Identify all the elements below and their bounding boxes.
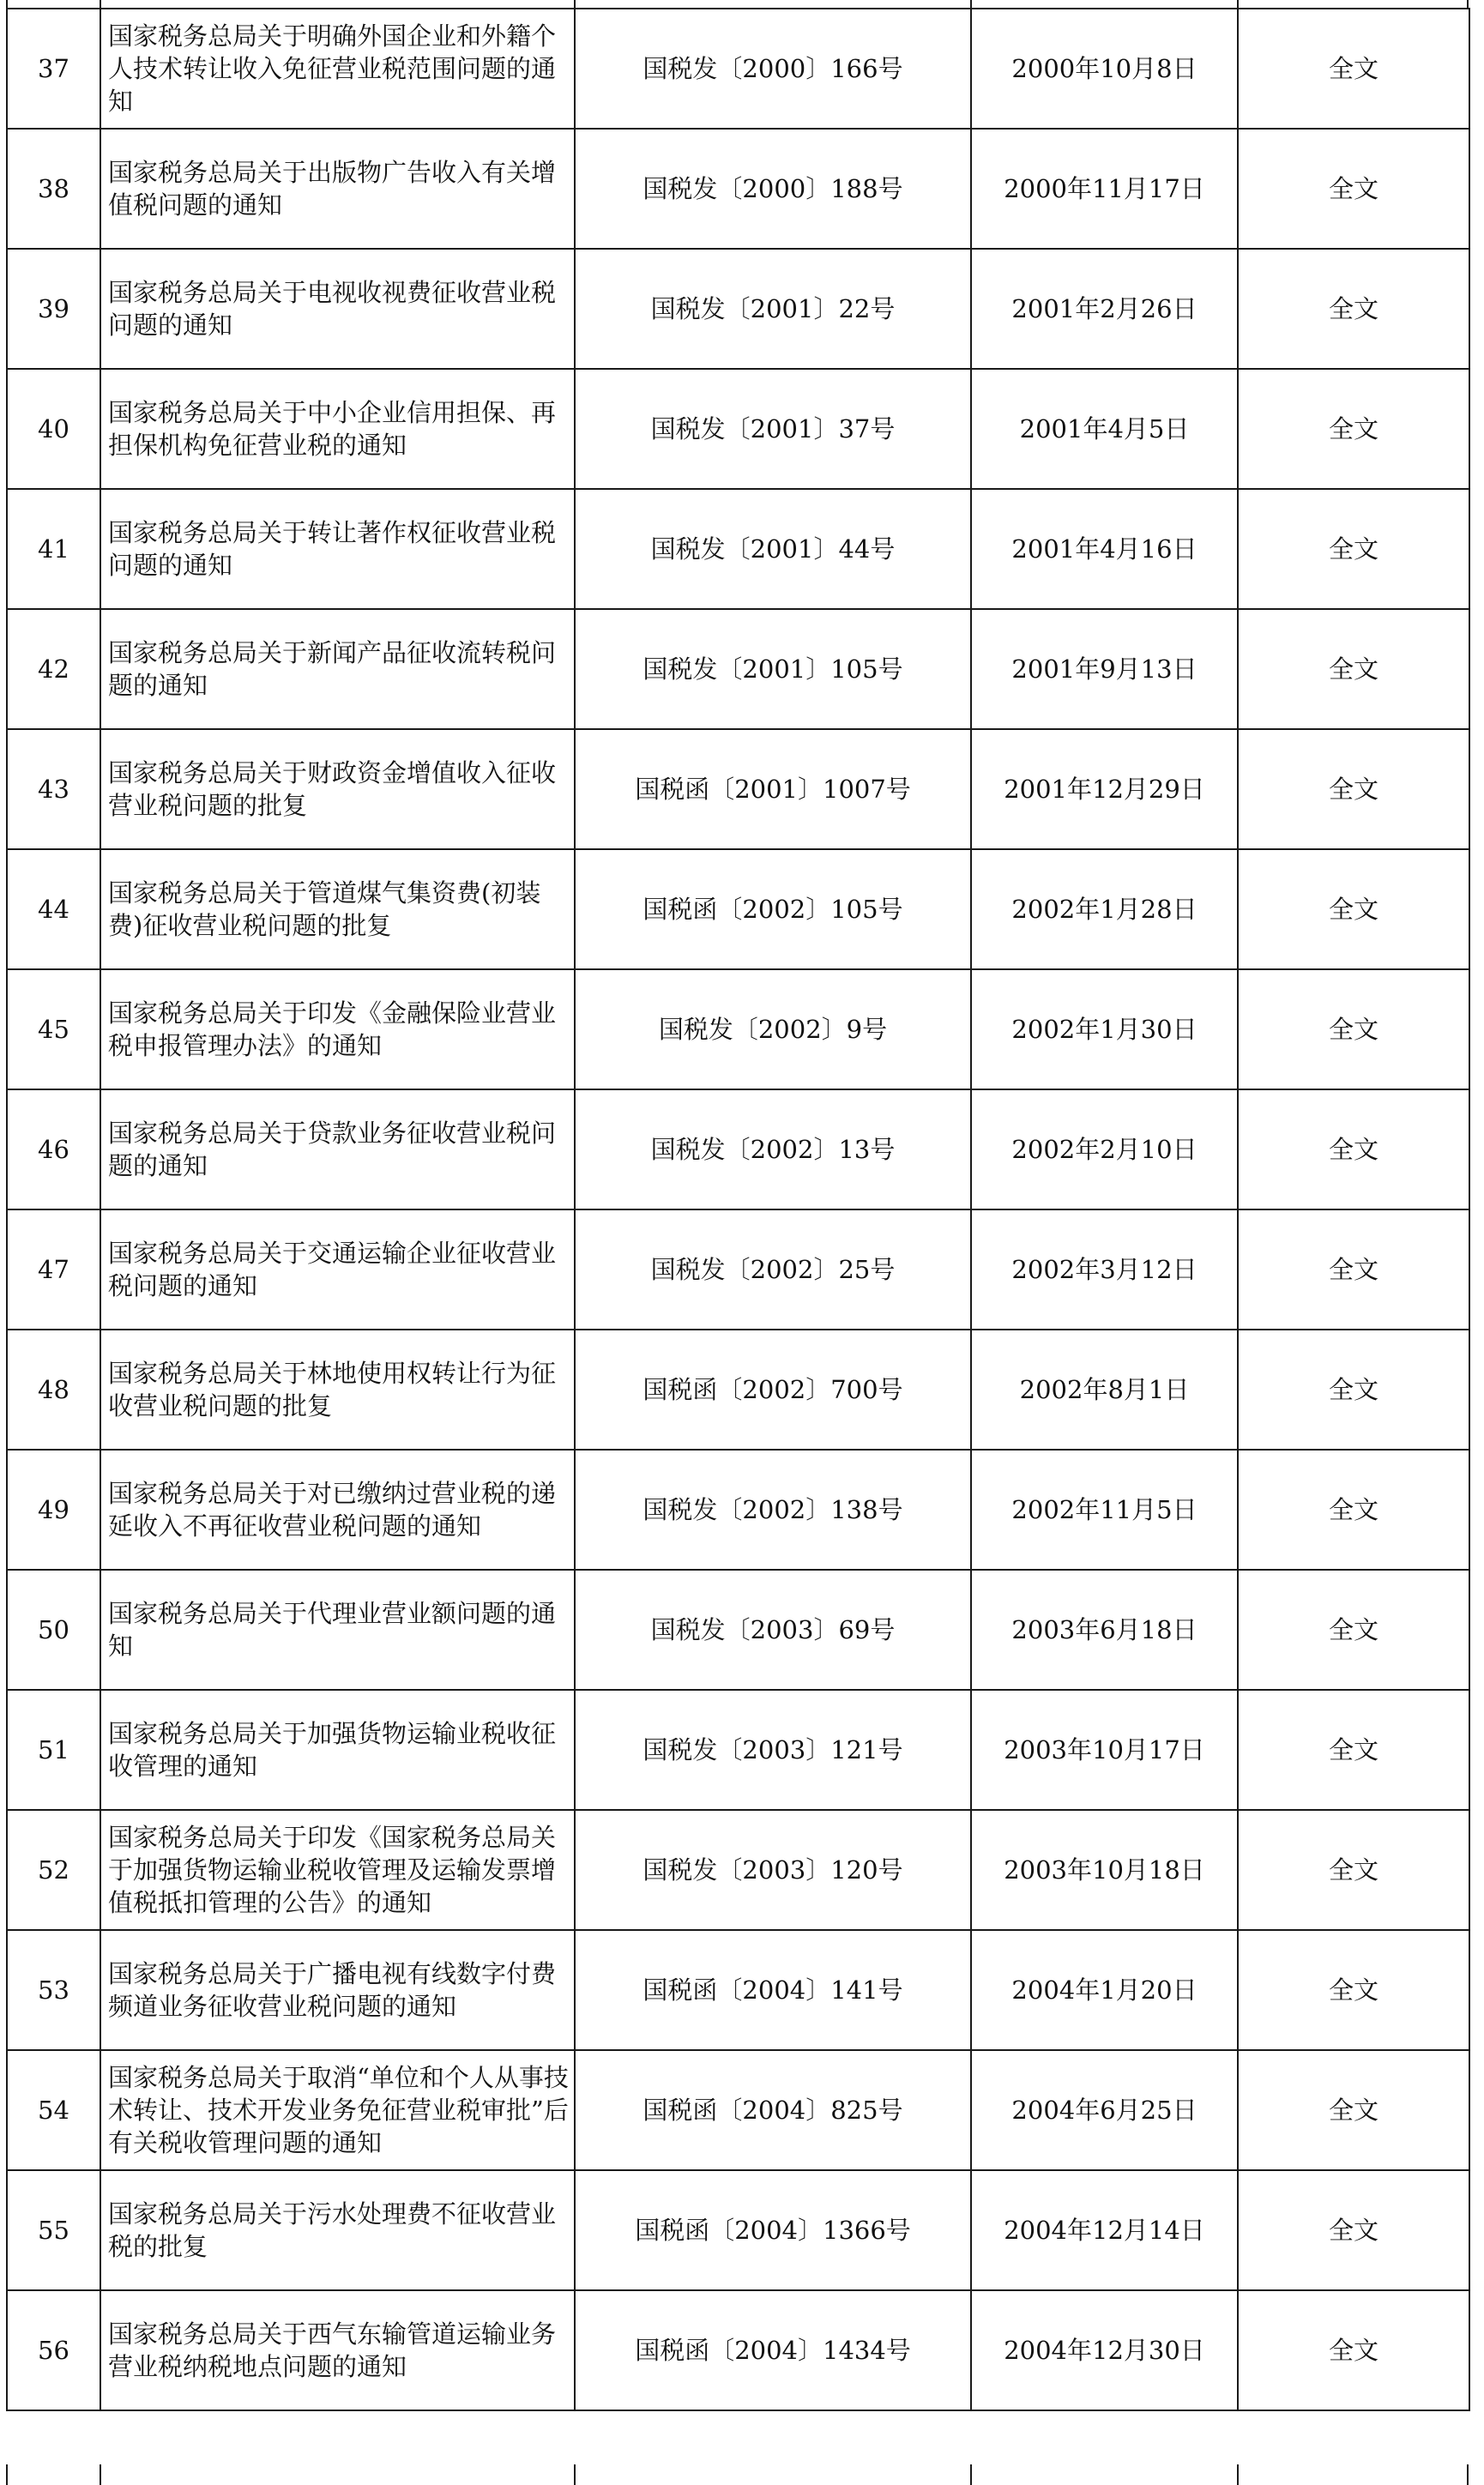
- issue-date: 2002年8月1日: [971, 1330, 1238, 1450]
- document-number: 国税发〔2003〕121号: [575, 1690, 971, 1810]
- full-text-link[interactable]: 全文: [1238, 2290, 1469, 2410]
- full-text-link[interactable]: 全文: [1238, 1330, 1469, 1450]
- table-row: [7, 369, 1469, 489]
- full-text-link[interactable]: 全文: [1238, 249, 1469, 369]
- document-title: 国家税务总局关于中小企业信用担保、再担保机构免征营业税的通知: [100, 369, 575, 489]
- document-number: 国税发〔2002〕13号: [575, 1089, 971, 1209]
- document-title: 国家税务总局关于出版物广告收入有关增值税问题的通知: [100, 129, 575, 249]
- full-text-link[interactable]: 全文: [1238, 1209, 1469, 1330]
- full-text-link[interactable]: 全文: [1238, 609, 1469, 729]
- document-number: 国税发〔2003〕120号: [575, 1810, 971, 1930]
- issue-date: 2004年6月25日: [971, 2050, 1238, 2170]
- document-number: 国税函〔2004〕1434号: [575, 2290, 971, 2410]
- table-row: [7, 729, 1469, 849]
- document-number: 国税函〔2002〕700号: [575, 1330, 971, 1450]
- table-row: [7, 1209, 1469, 1330]
- table-row: [7, 489, 1469, 609]
- row-number: 40: [7, 369, 100, 489]
- row-number: 42: [7, 609, 100, 729]
- document-number: 国税发〔2002〕9号: [575, 969, 971, 1089]
- table-row: [7, 1690, 1469, 1810]
- document-number: 国税发〔2001〕44号: [575, 489, 971, 609]
- full-text-link[interactable]: 全文: [1238, 1450, 1469, 1570]
- document-title: 国家税务总局关于明确外国企业和外籍个人技术转让收入免征营业税范围问题的通知: [100, 9, 575, 129]
- table-row: [7, 2170, 1469, 2290]
- row-number: 41: [7, 489, 100, 609]
- next-row-border: [6, 2464, 1469, 2485]
- document-title: 国家税务总局关于交通运输企业征收营业税问题的通知: [100, 1209, 575, 1330]
- issue-date: 2003年6月18日: [971, 1570, 1238, 1690]
- document-number: 国税函〔2004〕825号: [575, 2050, 971, 2170]
- table-body: [7, 9, 1469, 2410]
- issue-date: 2002年3月12日: [971, 1209, 1238, 1330]
- full-text-link[interactable]: 全文: [1238, 969, 1469, 1089]
- table-row: [7, 9, 1469, 129]
- issue-date: 2002年11月5日: [971, 1450, 1238, 1570]
- document-title: 国家税务总局关于新闻产品征收流转税问题的通知: [100, 609, 575, 729]
- table-row: [7, 1089, 1469, 1209]
- issue-date: 2002年1月30日: [971, 969, 1238, 1089]
- document-number: 国税函〔2004〕141号: [575, 1930, 971, 2050]
- table-row: [7, 1330, 1469, 1450]
- document-title: 国家税务总局关于污水处理费不征收营业税的批复: [100, 2170, 575, 2290]
- full-text-link[interactable]: 全文: [1238, 1089, 1469, 1209]
- document-title: 国家税务总局关于印发《金融保险业营业税申报管理办法》的通知: [100, 969, 575, 1089]
- table-row: [7, 1450, 1469, 1570]
- row-number: 37: [7, 9, 100, 129]
- issue-date: 2003年10月18日: [971, 1810, 1238, 1930]
- document-title: 国家税务总局关于取消“单位和个人从事技术转让、技术开发业务免征营业税审批”后有关税收管理问题的通知: [100, 2050, 575, 2170]
- document-number: 国税发〔2001〕37号: [575, 369, 971, 489]
- document-title: 国家税务总局关于代理业营业额问题的通知: [100, 1570, 575, 1690]
- full-text-link[interactable]: 全文: [1238, 1690, 1469, 1810]
- row-number: 47: [7, 1209, 100, 1330]
- issue-date: 2001年12月29日: [971, 729, 1238, 849]
- table-row: [7, 609, 1469, 729]
- document-number: 国税发〔2003〕69号: [575, 1570, 971, 1690]
- document-title: 国家税务总局关于印发《国家税务总局关于加强货物运输业税收管理及运输发票增值税抵扣管理的公告》的通知: [100, 1810, 575, 1930]
- document-number: 国税发〔2000〕188号: [575, 129, 971, 249]
- table-row: [7, 2050, 1469, 2170]
- document-title: 国家税务总局关于电视收视费征收营业税问题的通知: [100, 249, 575, 369]
- document-title: 国家税务总局关于贷款业务征收营业税问题的通知: [100, 1089, 575, 1209]
- table-row: [7, 1810, 1469, 1930]
- document-title: 国家税务总局关于广播电视有线数字付费频道业务征收营业税问题的通知: [100, 1930, 575, 2050]
- document-number: 国税发〔2001〕22号: [575, 249, 971, 369]
- row-number: 44: [7, 849, 100, 969]
- table-row: [7, 249, 1469, 369]
- full-text-link[interactable]: 全文: [1238, 2050, 1469, 2170]
- full-text-link[interactable]: 全文: [1238, 729, 1469, 849]
- previous-row-border: [6, 0, 1469, 8]
- issue-date: 2000年11月17日: [971, 129, 1238, 249]
- row-number: 54: [7, 2050, 100, 2170]
- regulations-table: [6, 8, 1470, 2411]
- full-text-link[interactable]: 全文: [1238, 9, 1469, 129]
- row-number: 45: [7, 969, 100, 1089]
- document-title: 国家税务总局关于加强货物运输业税收征收管理的通知: [100, 1690, 575, 1810]
- document-number: 国税发〔2001〕105号: [575, 609, 971, 729]
- document-title: 国家税务总局关于林地使用权转让行为征收营业税问题的批复: [100, 1330, 575, 1450]
- document-number: 国税函〔2002〕105号: [575, 849, 971, 969]
- full-text-link[interactable]: 全文: [1238, 369, 1469, 489]
- table-row: [7, 849, 1469, 969]
- table-row: [7, 1570, 1469, 1690]
- document-title: 国家税务总局关于转让著作权征收营业税问题的通知: [100, 489, 575, 609]
- row-number: 50: [7, 1570, 100, 1690]
- issue-date: 2004年12月30日: [971, 2290, 1238, 2410]
- full-text-link[interactable]: 全文: [1238, 129, 1469, 249]
- document-number: 国税函〔2004〕1366号: [575, 2170, 971, 2290]
- row-number: 39: [7, 249, 100, 369]
- row-number: 55: [7, 2170, 100, 2290]
- document-title: 国家税务总局关于对已缴纳过营业税的递延收入不再征收营业税问题的通知: [100, 1450, 575, 1570]
- issue-date: 2000年10月8日: [971, 9, 1238, 129]
- document-number: 国税发〔2002〕25号: [575, 1209, 971, 1330]
- row-number: 49: [7, 1450, 100, 1570]
- issue-date: 2001年2月26日: [971, 249, 1238, 369]
- document-title: 国家税务总局关于西气东输管道运输业务营业税纳税地点问题的通知: [100, 2290, 575, 2410]
- document-number: 国税发〔2002〕138号: [575, 1450, 971, 1570]
- issue-date: 2004年1月20日: [971, 1930, 1238, 2050]
- table-row: [7, 969, 1469, 1089]
- row-number: 51: [7, 1690, 100, 1810]
- issue-date: 2002年2月10日: [971, 1089, 1238, 1209]
- full-text-link[interactable]: 全文: [1238, 2170, 1469, 2290]
- issue-date: 2001年9月13日: [971, 609, 1238, 729]
- issue-date: 2001年4月5日: [971, 369, 1238, 489]
- full-text-link[interactable]: 全文: [1238, 1810, 1469, 1930]
- document-title: 国家税务总局关于管道煤气集资费(初装费)征收营业税问题的批复: [100, 849, 575, 969]
- table-row: [7, 129, 1469, 249]
- row-number: 46: [7, 1089, 100, 1209]
- full-text-link[interactable]: 全文: [1238, 849, 1469, 969]
- document-number: 国税函〔2001〕1007号: [575, 729, 971, 849]
- issue-date: 2004年12月14日: [971, 2170, 1238, 2290]
- row-number: 56: [7, 2290, 100, 2410]
- row-number: 43: [7, 729, 100, 849]
- document-number: 国税发〔2000〕166号: [575, 9, 971, 129]
- row-number: 38: [7, 129, 100, 249]
- issue-date: 2001年4月16日: [971, 489, 1238, 609]
- table-row: [7, 2290, 1469, 2410]
- issue-date: 2003年10月17日: [971, 1690, 1238, 1810]
- issue-date: 2002年1月28日: [971, 849, 1238, 969]
- table-row: [7, 1930, 1469, 2050]
- row-number: 53: [7, 1930, 100, 2050]
- full-text-link[interactable]: 全文: [1238, 489, 1469, 609]
- row-number: 48: [7, 1330, 100, 1450]
- full-text-link[interactable]: 全文: [1238, 1570, 1469, 1690]
- full-text-link[interactable]: 全文: [1238, 1930, 1469, 2050]
- document-title: 国家税务总局关于财政资金增值收入征收营业税问题的批复: [100, 729, 575, 849]
- row-number: 52: [7, 1810, 100, 1930]
